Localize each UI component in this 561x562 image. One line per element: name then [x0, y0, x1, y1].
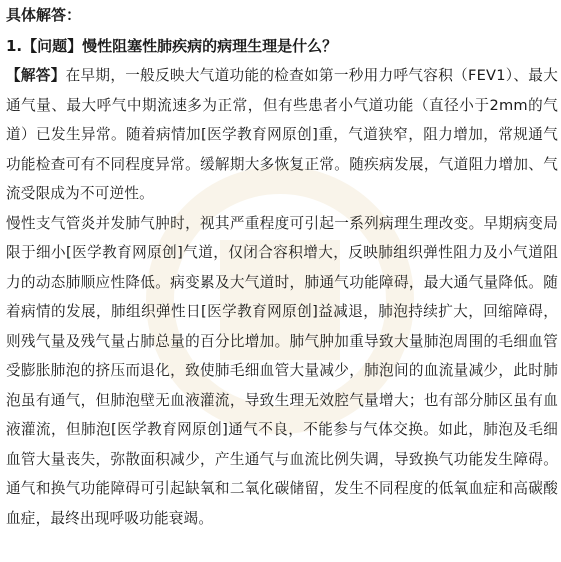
answer-block	[6, 61, 558, 533]
question-line	[6, 35, 558, 57]
answer-paragraph-1	[6, 61, 558, 209]
question-tag: 【问题】	[22, 37, 83, 55]
question-text: 慢性阻塞性肺疾病的病理生理是什么？	[82, 37, 338, 55]
section-heading: 具体解答：	[6, 6, 82, 24]
question-number: 1.	[6, 37, 23, 55]
document-page	[6, 4, 558, 533]
answer-tag: 【解答】	[6, 67, 66, 84]
answer-paragraph-1-text: 在早期，一般反映大气道功能的检查如第一秒用力呼气容积（FEV1）、最大通气量、最大呼气中期流速多为正常，但有些患者小气道功能（直径小于2mm的气道）已发生异常。随着病情加[医学教育网原创]重，气道狭窄，阻力增加，常规通气功能检查可有不同程度异常。缓解期大多恢复正常。随疾病发展，气道阻力增加、气流受限成为不可逆性。	[6, 67, 558, 202]
answer-paragraph-2: 慢性支气管炎并发肺气肿时，视其严重程度可引起一系列病理生理改变。早期病变局限于细小[医学教育网原创]气道，仅闭合容积增大，反映肺组织弹性阻力及小气道阻力的动态肺顺应性降低。病变累及大气道时，肺通气功能障碍，最大通气量降低。随着病情的发展，肺组织弹性日[医学教育网原创]益减退，肺泡持续扩大，回缩障碍，则残气量及残气量占肺总量的百分比增加。肺气肿加重导致大量肺泡周围的毛细血管受膨胀肺泡的挤压而退化，致使肺毛细血管大量减少，肺泡间的血流量减少，此时肺泡虽有通气，但肺泡壁无血液灌流，导致生理无效腔气量增大；也有部分肺区虽有血液灌流，但肺泡[医学教育网原创]通气不良，不能参与气体交换。如此，肺泡及毛细血管大量丧失，弥散面积减少，产生通气与血流比例失调，导致换气功能发生障碍。通气和换气功能障碍可引起缺氧和二氧化碳储留，发生不同程度的低氧血症和高碳酸血症，最终出现呼吸功能衰竭。	[6, 214, 558, 527]
